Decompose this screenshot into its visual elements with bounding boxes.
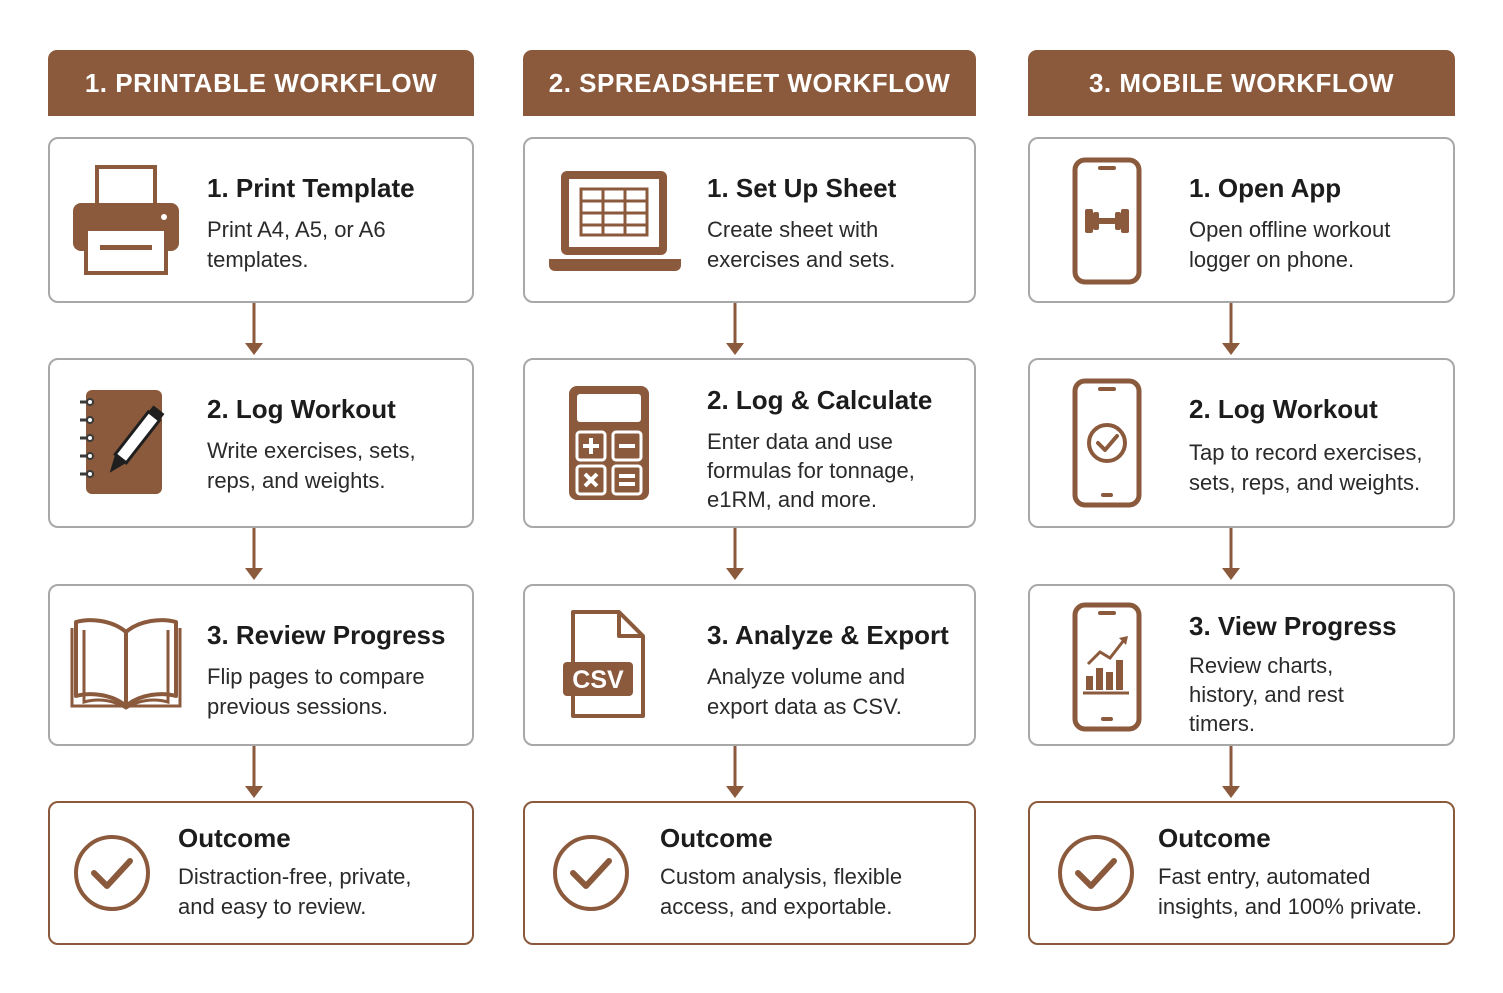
- mobile-workflow-column: [1028, 0, 1455, 993]
- step-title: 2. Log Workout: [207, 394, 396, 424]
- step-description: Enter data and use formulas for tonnage, e1RM, and more.: [707, 429, 915, 512]
- printable-workflow-column: [48, 0, 474, 993]
- step-description: Write exercises, sets, reps, and weights.: [207, 438, 416, 493]
- mobile-workflow-header: 3. MOBILE WORKFLOW: [1028, 50, 1455, 116]
- log-workout-card: [48, 358, 474, 528]
- step-title: 1. Set Up Sheet: [707, 173, 897, 203]
- step-description: Flip pages to compare previous sessions.: [207, 664, 425, 719]
- printable-workflow-header: 1. PRINTABLE WORKFLOW: [48, 50, 474, 116]
- print-template-card: [48, 137, 474, 303]
- step-description: Analyze volume and export data as CSV.: [707, 664, 906, 719]
- log-workout-mobile-card: [1028, 358, 1455, 528]
- outcome-title: Outcome: [1158, 823, 1271, 853]
- csv-file-icon: [561, 608, 647, 720]
- step-title: 1. Print Template: [207, 173, 415, 203]
- phone-dumbbell-icon: [1072, 157, 1142, 285]
- outcome-title: Outcome: [178, 823, 291, 853]
- view-progress-card: [1028, 584, 1455, 746]
- log-calculate-card: [523, 358, 976, 528]
- step-description: Create sheet with exercises and sets.: [707, 217, 896, 272]
- step-title: 3. Analyze & Export: [707, 620, 949, 650]
- step-description: Review charts, history, and rest timers.: [1189, 653, 1344, 736]
- outcome-description: Fast entry, automated insights, and 100% private.: [1158, 864, 1423, 919]
- csv-label: CSV: [572, 666, 624, 694]
- printer-icon: [70, 163, 182, 279]
- open-app-card: [1028, 137, 1455, 303]
- flow-arrow: [1221, 528, 1241, 582]
- outcome-description: Custom analysis, flexible access, and exportable.: [660, 864, 903, 919]
- step-title: 3. View Progress: [1189, 611, 1397, 641]
- step-title: 3. Review Progress: [207, 620, 446, 650]
- step-title: 1. Open App: [1189, 173, 1342, 203]
- step-description: Open offline workout logger on phone.: [1189, 217, 1391, 272]
- notebook-pencil-icon: [78, 386, 186, 498]
- calculator-icon: [567, 384, 651, 502]
- spreadsheet-outcome-card: [523, 801, 976, 945]
- phone-check-icon: [1072, 378, 1142, 508]
- flow-arrow: [725, 746, 745, 800]
- step-description: Tap to record exercises, sets, reps, and weights.: [1189, 440, 1423, 495]
- checkmark-circle-icon: [72, 833, 152, 913]
- flow-arrow: [725, 303, 745, 357]
- step-title: 2. Log & Calculate: [707, 385, 933, 415]
- laptop-spreadsheet-icon: [547, 169, 683, 275]
- outcome-description: Distraction-free, private, and easy to review.: [178, 864, 412, 919]
- flow-arrow: [725, 528, 745, 582]
- flow-arrow: [1221, 746, 1241, 800]
- spreadsheet-workflow-column: [523, 0, 976, 993]
- flow-arrow: [244, 746, 264, 800]
- set-up-sheet-card: [523, 137, 976, 303]
- printable-outcome-card: [48, 801, 474, 945]
- checkmark-circle-icon: [551, 833, 631, 913]
- flow-arrow: [244, 303, 264, 357]
- spreadsheet-workflow-header: 2. SPREADSHEET WORKFLOW: [523, 50, 976, 116]
- review-progress-card: [48, 584, 474, 746]
- mobile-outcome-card: [1028, 801, 1455, 945]
- outcome-title: Outcome: [660, 823, 773, 853]
- flow-arrow: [1221, 303, 1241, 357]
- flow-arrow: [244, 528, 264, 582]
- open-book-icon: [70, 614, 182, 710]
- checkmark-circle-icon: [1056, 833, 1136, 913]
- step-title: 2. Log Workout: [1189, 394, 1378, 424]
- step-description: Print A4, A5, or A6 templates.: [207, 217, 386, 272]
- phone-chart-icon: [1072, 602, 1142, 732]
- analyze-export-card: [523, 584, 976, 746]
